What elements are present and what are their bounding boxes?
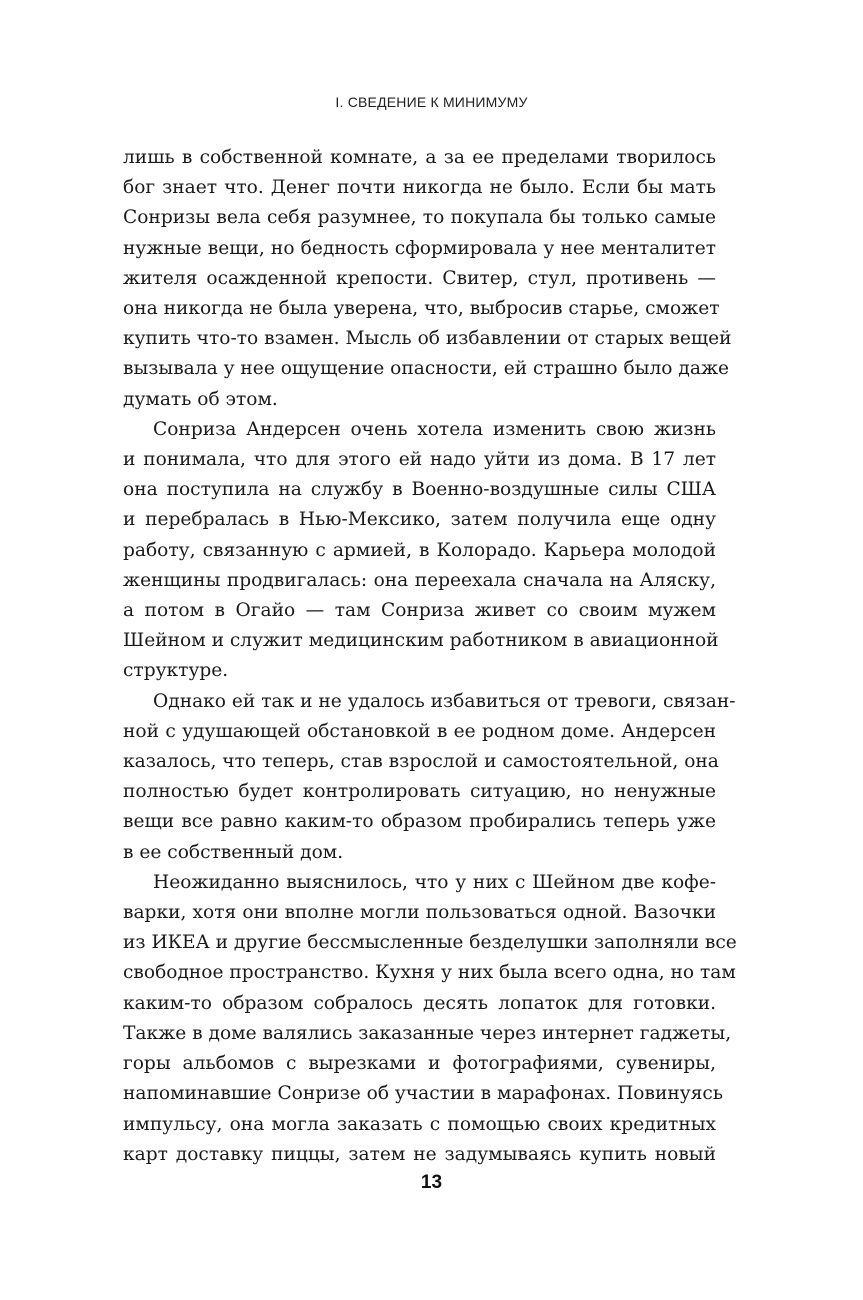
text-line: напоминавшие Сонризе об участии в марафонах. Повинуясь — [123, 1083, 723, 1105]
text-line: варки, хотя они вполне могли пользоваться одной. Вазочки — [123, 902, 716, 924]
text-line: свободное пространство. Кухня у них была всего одна, но там — [123, 962, 736, 984]
text-line: ной с удушающей обстановкой в ее родном доме. Андерсен — [123, 720, 716, 742]
text-line: а потом в Огайо — там Сонриза живет со своим мужем — [123, 600, 716, 622]
text-line: Неожиданно выяснилось, что у них с Шейном две кофе- — [153, 871, 716, 893]
paragraph-4 — [123, 868, 737, 1170]
text-line: женщины продвигалась: она переехала сначала на Аляску, — [123, 569, 716, 591]
text-line: каким-то образом собралось десять лопаток для готовки. — [123, 992, 716, 1014]
page-number: 13 — [420, 1172, 443, 1193]
text-line: Сонриза Андерсен очень хотела изменить свою жизнь — [153, 418, 716, 440]
text-line: вещи все равно каким-то образом пробирались теперь уже — [123, 811, 716, 833]
text-line: горы альбомов с вырезками и фотографиями, сувениры, — [123, 1053, 716, 1075]
text-line: она никогда не была уверена, что, выбросив старье, сможет — [123, 298, 720, 320]
text-line: она поступила на службу в Военно-воздушные силы США — [123, 479, 716, 501]
paragraph-2 — [123, 415, 719, 687]
text-line: жителя осажденной крепости. Свитер, стул, противень — — [123, 267, 716, 289]
text-line: Сонризы вела себя разумнее, то покупала бы только самые — [123, 207, 716, 229]
text-line: карт доставку пиццы, затем не задумываясь купить новый — [123, 1143, 716, 1165]
text-line: купить что-то взамен. Мысль об избавлении от старых вещей — [123, 328, 732, 350]
text-line: работу, связанную с армией, в Колорадо. Карьера молодой — [123, 539, 716, 561]
text-line: полностью будет контролировать ситуацию, но ненужные — [123, 781, 716, 803]
text-line: лишь в собственной комнате, а за ее пределами творилось — [123, 147, 716, 168]
text-line: из ИКЕА и другие бессмысленные безделушки заполняли все — [123, 932, 737, 954]
text-line: бог знает что. Денег почти никогда не было. Если бы мать — [123, 177, 716, 199]
text-line: казалось, что теперь, став взрослой и самостоятельной, она — [123, 751, 719, 773]
text-line: Шейном и служит медицинским работником в авиационной — [123, 630, 719, 652]
text-line: импульсу, она могла заказать с помощью своих кредитных — [123, 1113, 716, 1135]
paragraph-3 — [123, 687, 736, 868]
text-line: вызывала у нее ощущение опасности, ей страшно было даже — [123, 358, 730, 380]
text-line: Также в доме валялись заказанные через интернет гаджеты, — [123, 1022, 732, 1044]
text-line: нужные вещи, но бедность сформировала у нее менталитет — [123, 237, 716, 259]
text-line: думать об этом. — [123, 388, 278, 410]
paragraph-1 — [123, 143, 732, 415]
text-line: в ее собственный дом. — [123, 841, 344, 863]
text-line: и перебралась в Нью-Мексико, затем получила еще одну — [123, 509, 716, 531]
running-head: I. СВЕДЕНИЕ К МИНИМУМУ — [335, 94, 528, 110]
text-line: и понимала, что для этого ей надо уйти из дома. В 17 лет — [123, 449, 716, 471]
body-text — [123, 143, 737, 1170]
text-line: Однако ей так и не удалось избавиться от тревоги, связан- — [153, 690, 736, 712]
text-line: структуре. — [123, 660, 229, 682]
